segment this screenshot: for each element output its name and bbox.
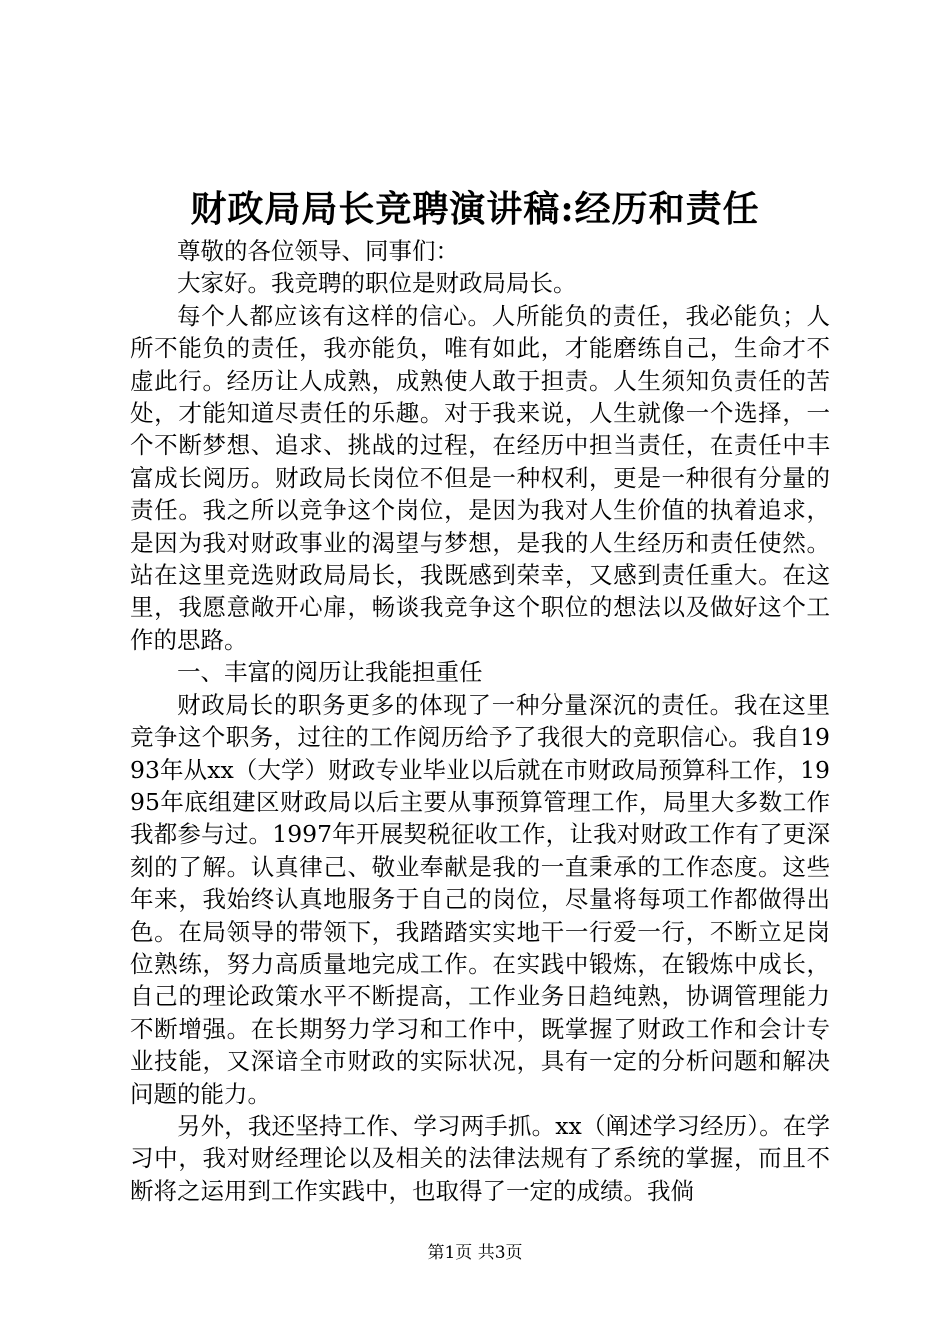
document-title: 财政局局长竞聘演讲稿:经历和责任 [190, 188, 760, 230]
paragraph-study: 另外，我还坚持工作、学习两手抓。xx（阐述学习经历）。在学习中，我对财经理论以及相关的法律法规有了系统的掌握，而且不断将之运用到工作实践中，也取得了一定的成绩。我倘 [130, 1111, 830, 1205]
section-heading-1: 一、丰富的阅历让我能担重任 [177, 658, 483, 687]
page-footer: 第1页 共3页 [427, 1243, 523, 1263]
paragraph-salutation: 尊敬的各位领导、同事们： [177, 237, 459, 265]
paragraph-greeting: 大家好。我竞聘的职位是财政局局长。 [177, 269, 577, 298]
paragraph-experience: 财政局长的职务更多的体现了一种分量深沉的责任。我在这里竞争这个职务，过往的工作阅历给予了我很大的竞职信心。我自1993年从xx（大学）财政专业毕业以后就在市财政局预算科工作，1995年底组建区财政局以后主要从事预算管理工作，局里大多数工作我都参与过。1997年开展契税征收工作，让我对财政工作有了更深刻的了解。认真律己、敬业奉献是我的一直秉承的工作态度。这些年来，我始终认真地服务于自己的岗位，尽量将每项工作都做得出色。在局领导的带领下，我踏踏实实地干一行爱一行，不断立足岗位熟练，努力高质量地完成工作。在实践中锻炼，在锻炼中成长，自己的理论政策水平不断提高，工作业务日趋纯熟，协调管理能力不断增强。在长期努力学习和工作中，既掌握了财政工作和会计专业技能，又深谙全市财政的实际状况，具有一定的分析问题和解决问题的能力。 [130, 690, 830, 1108]
paragraph-introduction: 每个人都应该有这样的信心。人所能负的责任，我必能负；人所不能负的责任，我亦能负，唯有如此，才能磨练自己，生命才不虚此行。经历让人成熟，成熟使人敢于担责。人生须知负责任的苦处，才能知道尽责任的乐趣。对于我来说，人生就像一个选择，一个不断梦想、追求、挑战的过程，在经历中担当责任，在责任中丰富成长阅历。财政局长岗位不但是一种权利，更是一种很有分量的责任。我之所以竞争这个岗位，是因为我对人生价值的执着追求，是因为我对财政事业的渴望与梦想，是我的人生经历和责任使然。站在这里竞选财政局局长，我既感到荣幸，又感到责任重大。在这里，我愿意敞开心扉，畅谈我竞争这个职位的想法以及做好这个工作的思路。 [130, 301, 830, 654]
document-body [130, 235, 830, 1207]
